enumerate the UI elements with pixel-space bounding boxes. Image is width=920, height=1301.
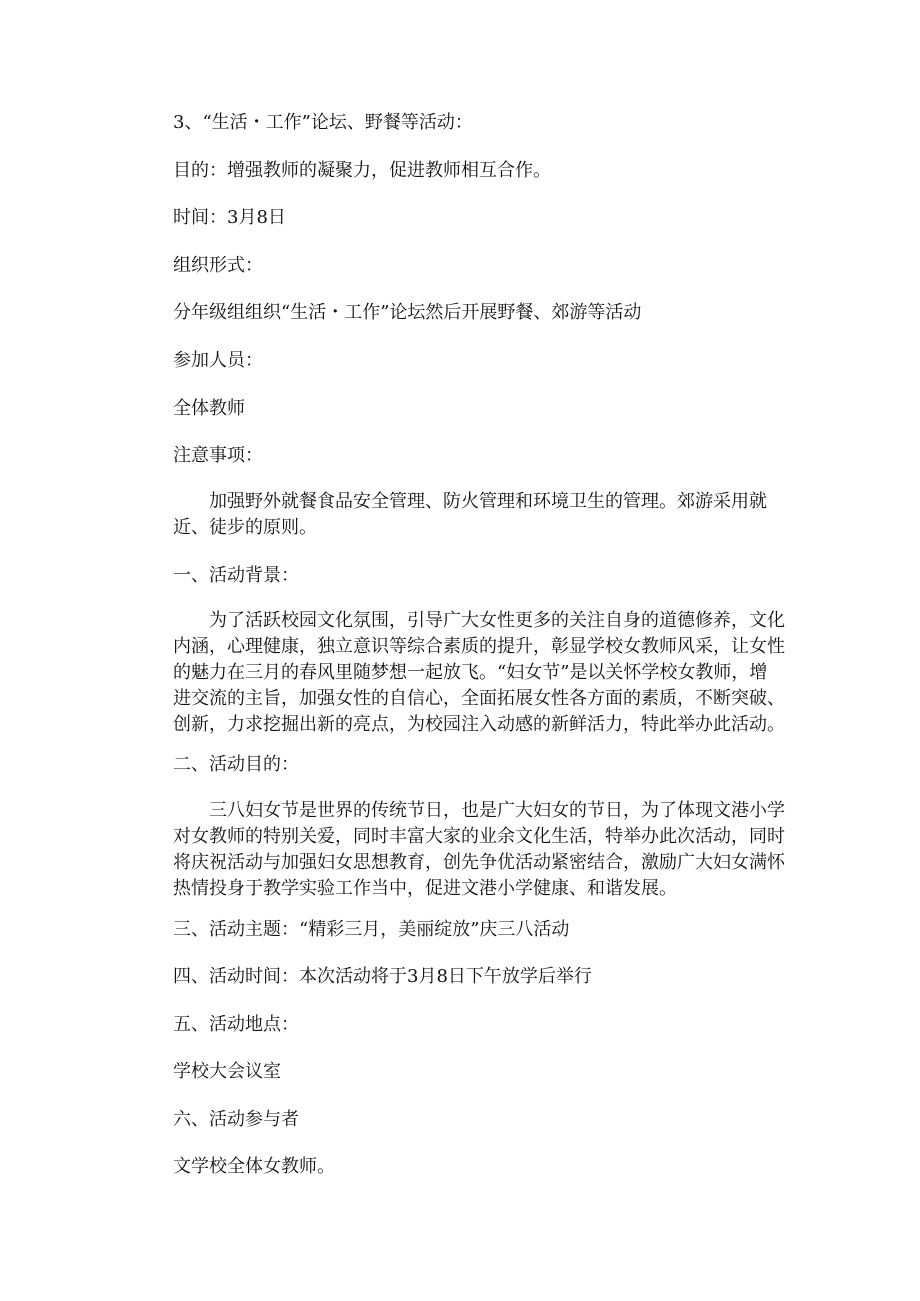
section-2-heading: 二、活动目的： [173,754,299,775]
item-3-heading: 3、“生活・工作”论坛、野餐等活动： [173,112,473,133]
participants-label: 参加人员： [173,350,263,371]
participants-text: 全体教师 [173,398,245,419]
background-line: 为了活跃校园文化氛围，引导广大女性更多的关注自身的道德修养，文化 [173,610,785,631]
purpose-paragraph-line: 热情投身于教学实验工作当中，促进文港小学健康、和谐发展。 [173,878,677,899]
notes-line: 近、徒步的原则。 [173,517,317,538]
background-paragraph [173,608,785,738]
format-label: 组织形式： [173,255,263,276]
background-line: 的魅力在三月的春风里随梦想一起放飞。“妇女节”是以关怀学校女教师，增 [173,662,768,683]
purpose-paragraph [173,798,785,902]
format-text: 分年级组组织“生活・工作”论坛然后开展野餐、郊游等活动 [173,302,642,323]
location-text: 学校大会议室 [173,1061,281,1082]
purpose-paragraph-line: 对女教师的特别关爱，同时丰富大家的业余文化生活，特举办此次活动，同时 [173,826,785,847]
notes-paragraph [173,489,773,541]
section-1-heading: 一、活动背景： [173,565,299,586]
section-3-theme: 三、活动主题：“精彩三月，美丽绽放”庆三八活动 [173,919,570,940]
section-4-time: 四、活动时间：本次活动将于3月8日下午放学后举行 [173,966,592,987]
background-line: 创新，力求挖掘出新的亮点，为校园注入动感的新鲜活力，特此举办此活动。 [173,714,785,735]
time-line: 时间：3月8日 [173,207,286,228]
purpose-paragraph-line: 将庆祝活动与加强妇女思想教育，创先争优活动紧密结合，激励广大妇女满怀 [173,852,785,873]
purpose-line: 目的：增强教师的凝聚力，促进教师相互合作。 [173,160,551,181]
purpose-paragraph-line: 三八妇女节是世界的传统节日，也是广大妇女的节日，为了体现文港小学 [173,800,785,821]
notes-line: 加强野外就餐食品安全管理、防火管理和环境卫生的管理。郊游采用就 [173,491,767,512]
section-6-heading: 六、活动参与者 [173,1109,299,1130]
section-5-heading: 五、活动地点： [173,1014,299,1035]
participants-all-female: 文学校全体女教师。 [173,1156,335,1177]
background-line: 内涵，心理健康，独立意识等综合素质的提升，彰显学校女教师风采，让女性 [173,636,785,657]
background-line: 进交流的主旨，加强女性的自信心，全面拓展女性各方面的素质，不断突破、 [173,688,785,709]
notes-label: 注意事项： [173,445,263,466]
